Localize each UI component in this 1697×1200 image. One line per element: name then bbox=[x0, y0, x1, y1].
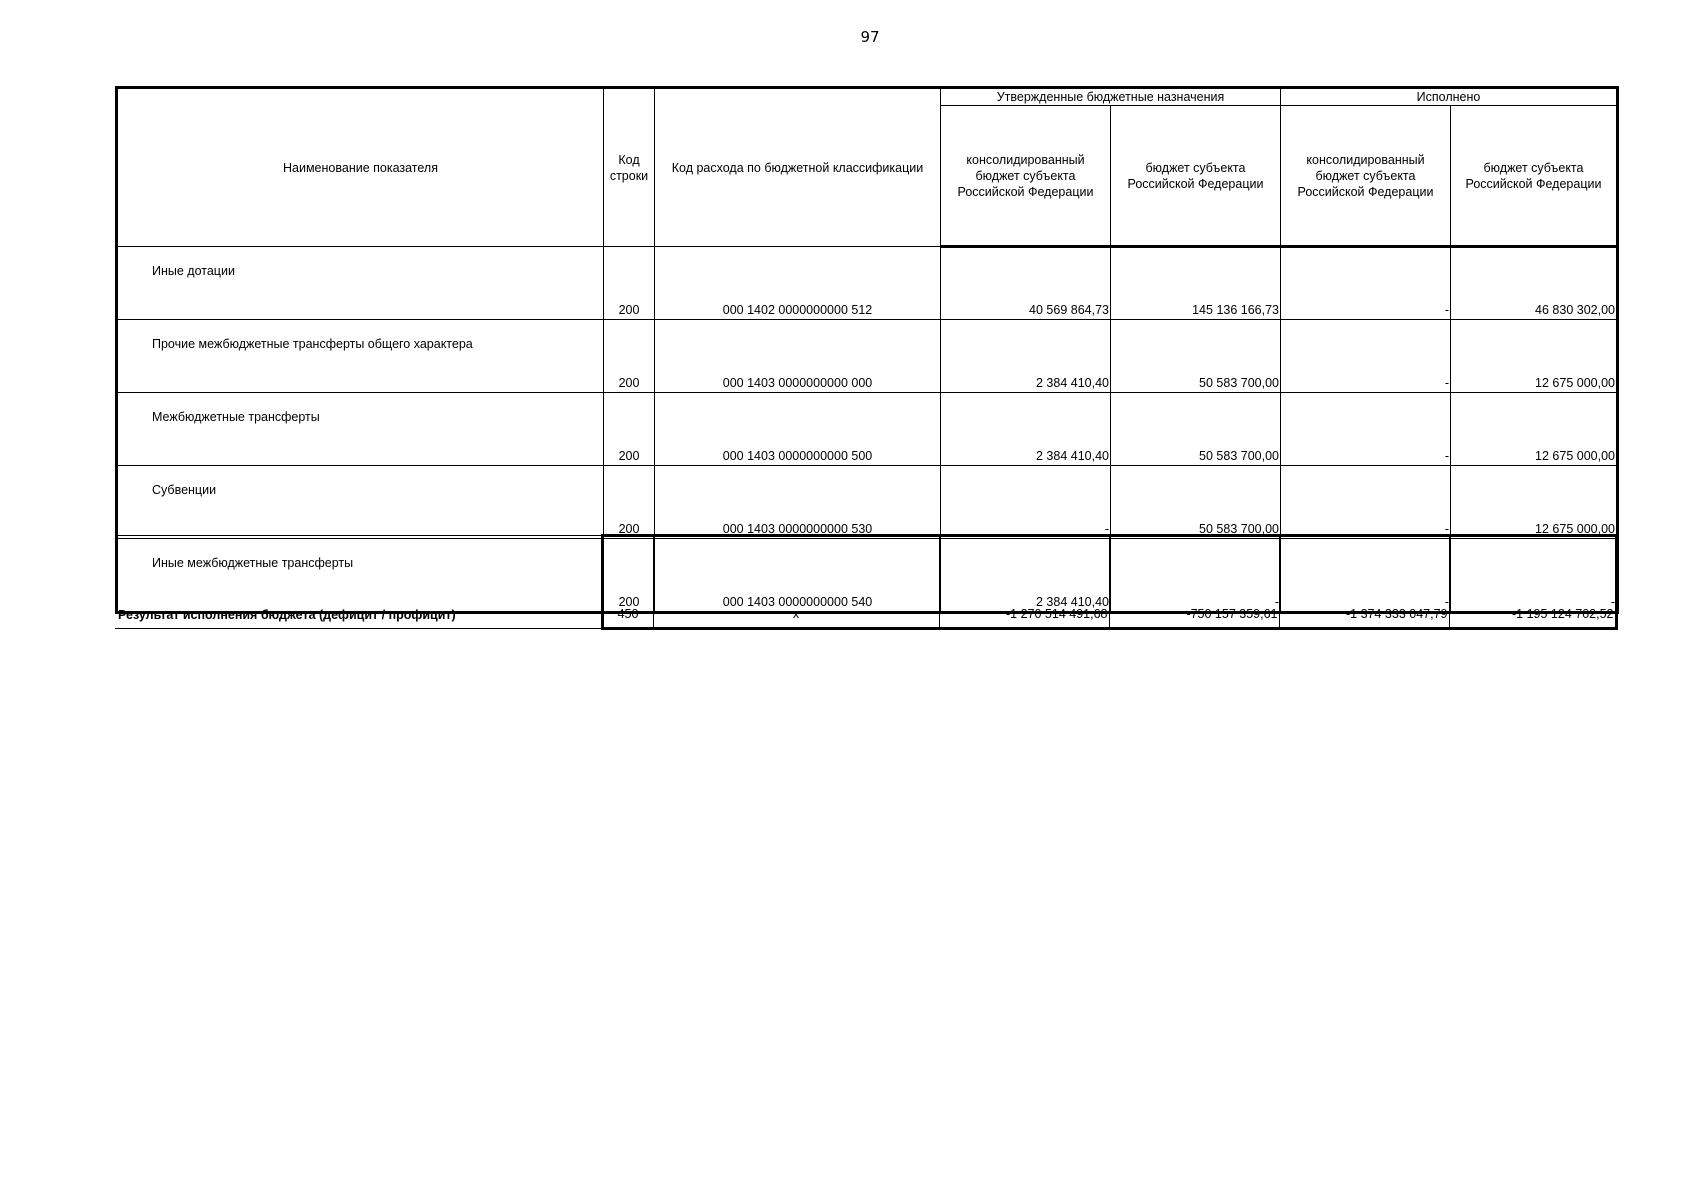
row-line-code: 200 bbox=[604, 247, 655, 320]
row-name: Субвенции bbox=[117, 466, 604, 539]
header-line-code: Код строки bbox=[604, 88, 655, 247]
result-name: Результат исполнения бюджета (дефицит / профицит) bbox=[115, 536, 602, 629]
row-executed-consolidated: - bbox=[1281, 393, 1451, 466]
row-executed-subject: 12 675 000,00 bbox=[1451, 393, 1618, 466]
row-executed-consolidated: - bbox=[1281, 320, 1451, 393]
result-line-code: 450 bbox=[602, 536, 653, 629]
row-approved-subject: - bbox=[1111, 539, 1281, 613]
row-approved-consolidated: 2 384 410,40 bbox=[941, 393, 1111, 466]
table-row bbox=[117, 247, 1618, 320]
row-executed-subject: 46 830 302,00 bbox=[1451, 247, 1618, 320]
result-approved-subject: -750 157 359,61 bbox=[1109, 536, 1279, 629]
result-executed-consolidated: -1 374 333 047,79 bbox=[1279, 536, 1449, 629]
header-approved-subject: бюджет субъекта Российской Федерации bbox=[1111, 106, 1281, 247]
row-name: Прочие межбюджетные трансферты общего характера bbox=[117, 320, 604, 393]
row-line-code: 200 bbox=[604, 320, 655, 393]
header-executed-consolidated: консолидированный бюджет субъекта Российской Федерации bbox=[1281, 106, 1451, 247]
row-approved-subject: 50 583 700,00 bbox=[1111, 393, 1281, 466]
row-class-code: 000 1403 0000000000 540 bbox=[655, 539, 941, 613]
header-approved-consolidated: консолидированный бюджет субъекта Российской Федерации bbox=[941, 106, 1111, 247]
row-executed-subject: 12 675 000,00 bbox=[1451, 320, 1618, 393]
header-group-approved: Утвержденные бюджетные назначения bbox=[941, 88, 1281, 106]
result-executed-subject: -1 195 124 702,52 bbox=[1449, 536, 1616, 629]
row-executed-consolidated: - bbox=[1281, 466, 1451, 539]
header-class-code: Код расхода по бюджетной классификации bbox=[655, 88, 941, 247]
row-approved-consolidated: - bbox=[941, 466, 1111, 539]
row-approved-subject: 50 583 700,00 bbox=[1111, 466, 1281, 539]
header-name: Наименование показателя bbox=[117, 88, 604, 247]
row-approved-subject: 145 136 166,73 bbox=[1111, 247, 1281, 320]
row-executed-subject: 12 675 000,00 bbox=[1451, 466, 1618, 539]
row-class-code: 000 1403 0000000000 530 bbox=[655, 466, 941, 539]
table-row bbox=[117, 466, 1618, 539]
row-class-code: 000 1403 0000000000 500 bbox=[655, 393, 941, 466]
row-name: Межбюджетные трансферты bbox=[117, 393, 604, 466]
row-approved-consolidated: 2 384 410,40 bbox=[941, 320, 1111, 393]
header-group-executed: Исполнено bbox=[1281, 88, 1618, 106]
row-approved-consolidated: 2 384 410,40 bbox=[941, 539, 1111, 613]
header-executed-subject: бюджет субъекта Российской Федерации bbox=[1451, 106, 1618, 247]
row-executed-subject: - bbox=[1451, 539, 1618, 613]
row-class-code: 000 1402 0000000000 512 bbox=[655, 247, 941, 320]
result-row bbox=[115, 536, 1616, 629]
row-line-code: 200 bbox=[604, 393, 655, 466]
row-approved-consolidated: 40 569 864,73 bbox=[941, 247, 1111, 320]
row-name: Иные дотации bbox=[117, 247, 604, 320]
row-approved-subject: 50 583 700,00 bbox=[1111, 320, 1281, 393]
result-class-code: x bbox=[653, 536, 939, 629]
row-executed-consolidated: - bbox=[1281, 539, 1451, 613]
page-number: 97 bbox=[860, 28, 880, 46]
table-row bbox=[117, 320, 1618, 393]
row-executed-consolidated: - bbox=[1281, 247, 1451, 320]
table-row bbox=[117, 393, 1618, 466]
row-line-code: 200 bbox=[604, 466, 655, 539]
row-name: Иные межбюджетные трансферты bbox=[117, 539, 604, 613]
result-table bbox=[115, 534, 1618, 630]
result-approved-consolidated: -1 270 514 491,68 bbox=[939, 536, 1109, 629]
row-class-code: 000 1403 0000000000 000 bbox=[655, 320, 941, 393]
row-line-code: 200 bbox=[604, 539, 655, 613]
